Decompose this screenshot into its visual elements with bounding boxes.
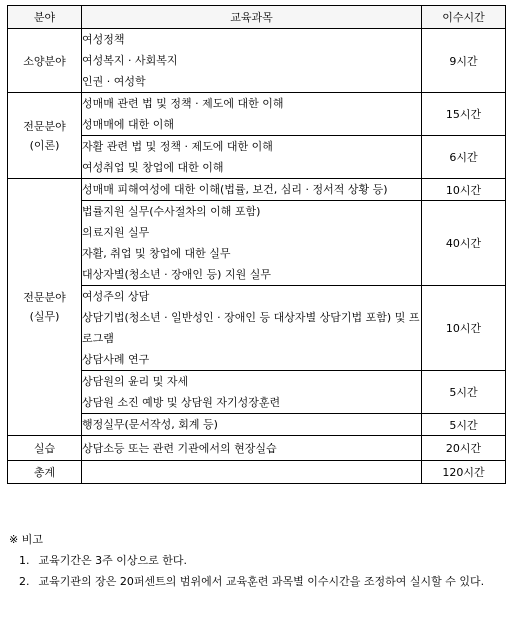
course-item: 성매매 관련 법 및 정책 · 제도에 대한 이해 <box>82 97 284 110</box>
course-cell <box>82 179 422 201</box>
field-practice <box>8 179 82 436</box>
course-cell <box>82 201 422 286</box>
course-item: 법률지원 실무(수사절차의 이해 포함) <box>82 205 261 218</box>
course-item: 상담원 소진 예방 및 상담원 자기성장훈련 <box>82 396 281 409</box>
field-practicum: 실습 <box>8 436 82 461</box>
hours-cell: 9시간 <box>422 29 506 93</box>
table-row-practice-5 <box>8 414 506 436</box>
course-item: 여성복지 · 사회복지 <box>82 54 178 67</box>
hours-cell: 5시간 <box>422 414 506 436</box>
table-row-practice-3 <box>8 286 506 371</box>
course-cell <box>82 93 422 136</box>
field-sublabel: (실무) <box>29 310 60 323</box>
table-row-total <box>8 461 506 484</box>
curriculum-table <box>7 5 506 484</box>
table-row-practice-2 <box>8 201 506 286</box>
course-item: 상담원의 윤리 및 자세 <box>82 375 189 388</box>
course-item: 상담기법(청소년 · 일반성인 · 장애인 등 대상자별 상담기법 포함) 및 프로그램 <box>82 311 420 345</box>
course-cell <box>82 436 422 461</box>
course-item: 성매매 피해여성에 대한 이해(법률, 보건, 심리 · 정서적 상황 등) <box>82 183 388 196</box>
course-item: 여성주의 상담 <box>82 290 150 303</box>
header-field: 분야 <box>8 6 82 29</box>
course-cell <box>82 286 422 371</box>
table-row-practice-1 <box>8 179 506 201</box>
table-row-sogyang <box>8 29 506 93</box>
course-item: 의료지원 실무 <box>82 226 150 239</box>
field-label: 전문분야 <box>23 119 66 133</box>
hours-cell: 15시간 <box>422 93 506 136</box>
hours-cell: 10시간 <box>422 179 506 201</box>
header-course: 교육과목 <box>82 6 422 29</box>
hours-cell: 10시간 <box>422 286 506 371</box>
course-cell <box>82 136 422 179</box>
course-item: 상담사례 연구 <box>82 353 150 366</box>
note-number: 2. <box>19 575 30 588</box>
course-item: 자활 관련 법 및 정책 · 제도에 대한 이해 <box>82 140 273 153</box>
note-item <box>7 550 507 571</box>
note-text: 교육기간은 3주 이상으로 한다. <box>38 554 187 567</box>
table-header-row <box>8 6 506 29</box>
table-row-theory-2 <box>8 136 506 179</box>
course-cell-total <box>82 461 422 484</box>
note-item <box>7 571 507 592</box>
table-row-practicum <box>8 436 506 461</box>
notes-title: ※ 비고 <box>9 533 43 546</box>
notes-section <box>7 530 507 592</box>
course-item: 행정실무(문서작성, 회계 등) <box>82 418 218 431</box>
course-cell <box>82 29 422 93</box>
hours-cell: 5시간 <box>422 371 506 414</box>
course-item: 성매매에 대한 이해 <box>82 118 175 131</box>
hours-cell: 40시간 <box>422 201 506 286</box>
course-item: 상담소등 또는 관련 기관에서의 현장실습 <box>82 441 277 455</box>
field-total: 총계 <box>8 461 82 484</box>
course-cell <box>82 371 422 414</box>
note-text: 교육기관의 장은 20퍼센트의 범위에서 교육훈련 과목별 이수시간을 조정하여 실시할 수 있다. <box>38 575 485 588</box>
table-row-theory-1 <box>8 93 506 136</box>
notes-list <box>7 550 507 592</box>
hours-cell: 6시간 <box>422 136 506 179</box>
course-item: 여성정책 <box>82 33 125 46</box>
table-row-practice-4 <box>8 371 506 414</box>
note-number: 1. <box>19 554 30 567</box>
header-hours: 이수시간 <box>422 6 506 29</box>
field-sogyang: 소양분야 <box>8 29 82 93</box>
course-item: 인권 · 여성학 <box>82 75 146 88</box>
field-sublabel: (이론) <box>29 138 60 152</box>
course-item: 여성취업 및 창업에 대한 이해 <box>82 161 224 174</box>
field-theory <box>8 93 82 179</box>
hours-cell: 20시간 <box>422 436 506 461</box>
course-item: 자활, 취업 및 창업에 대한 실무 <box>82 247 231 260</box>
course-item: 대상자별(청소년 · 장애인 등) 지원 실무 <box>82 268 271 281</box>
course-cell <box>82 414 422 436</box>
hours-cell-total: 120시간 <box>422 461 506 484</box>
field-label: 전문분야 <box>23 291 66 304</box>
